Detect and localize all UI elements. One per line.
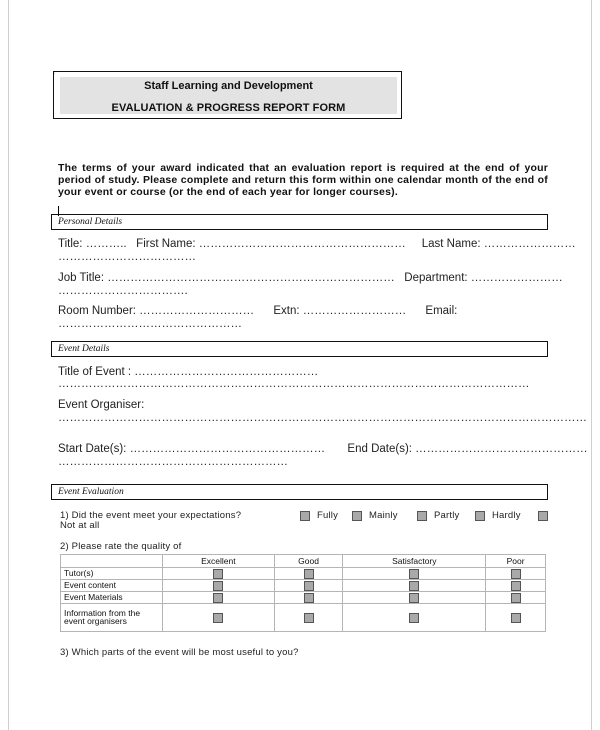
rating-checkbox[interactable]: [409, 593, 419, 603]
rating-row-materials: Event Materials: [61, 591, 163, 603]
option-mainly-label: Mainly: [369, 510, 398, 521]
corner-mark: ‘: [53, 71, 55, 80]
page-left-edge: [8, 0, 9, 730]
checkbox-fully[interactable]: [300, 511, 310, 521]
rating-col-satisfactory: Satisfactory: [343, 555, 486, 568]
form-title-box: [53, 71, 402, 119]
rating-cell: [486, 580, 546, 592]
question-3: 3) Which parts of the event will be most useful to you?: [60, 647, 299, 658]
job-department-continuation[interactable]: …………………………….: [58, 285, 188, 297]
checkbox-not-at-all[interactable]: [538, 511, 548, 521]
rating-checkbox[interactable]: [304, 581, 314, 591]
rating-cell: [163, 568, 275, 580]
rating-col-good: Good: [274, 555, 343, 568]
table-row: [61, 580, 546, 592]
option-fully-label: Fully: [317, 510, 339, 521]
event-dates-continuation[interactable]: ……………………………………………………: [58, 456, 288, 468]
question-1: 1) Did the event meet your expectations?: [60, 510, 242, 521]
rating-row-tutors: Tutor(s): [61, 568, 163, 580]
table-row: [61, 591, 546, 603]
table-row: [61, 568, 546, 580]
rating-table: [60, 554, 546, 632]
form-title: EVALUATION & PROGRESS REPORT FORM: [111, 102, 346, 114]
rating-cell: [163, 603, 275, 631]
rating-header-row: [61, 555, 546, 568]
checkbox-partly[interactable]: [417, 511, 427, 521]
rating-cell: [274, 568, 343, 580]
checkbox-hardly[interactable]: [475, 511, 485, 521]
question-2: 2) Please rate the quality of: [60, 541, 182, 552]
intro-paragraph: The terms of your award indicated that an evaluation report is required at the end of your period of study. Please complete and return this form within one calendar month of the end of your event or course (or the end of each year for longer courses).: [58, 162, 548, 198]
option-hardly-label: Hardly: [492, 510, 521, 521]
name-fields-continuation[interactable]: ………………………………: [58, 251, 196, 263]
form-department: Staff Learning and Development: [144, 80, 313, 92]
checkbox-mainly[interactable]: [352, 511, 362, 521]
job-department-line[interactable]: Job Title: ………………………………………………………………… Department: ……………………: [58, 272, 563, 284]
contact-line[interactable]: Room Number: ………………………… Extn: ……………………… Email:: [58, 305, 458, 317]
event-title-line[interactable]: Title of Event : …………………………………………: [58, 366, 319, 378]
rating-checkbox[interactable]: [304, 569, 314, 579]
page-right-edge: [591, 0, 592, 730]
rating-cell: [274, 580, 343, 592]
rating-checkbox[interactable]: [511, 613, 521, 623]
rating-row-content: Event content: [61, 580, 163, 592]
rating-checkbox[interactable]: [213, 581, 223, 591]
rating-col-poor: Poor: [486, 555, 546, 568]
rating-checkbox[interactable]: [409, 569, 419, 579]
name-fields-line[interactable]: Title: ……….. First Name: ……………………………………………… Last Name: ……………………: [58, 238, 576, 250]
rating-cell: [343, 580, 486, 592]
rating-checkbox[interactable]: [511, 569, 521, 579]
rating-col-excellent: Excellent: [163, 555, 275, 568]
rating-checkbox[interactable]: [213, 613, 223, 623]
rating-cell: [274, 603, 343, 631]
event-organiser-field[interactable]: …………………………………………………………………………………………………………………………: [58, 412, 587, 424]
rating-checkbox[interactable]: [213, 593, 223, 603]
rating-checkbox[interactable]: [511, 581, 521, 591]
rating-cell: [486, 591, 546, 603]
rating-cell: [343, 568, 486, 580]
rating-cell: [486, 568, 546, 580]
event-title-continuation[interactable]: ……………………………………………………………………………………………………………: [58, 378, 530, 390]
contact-continuation[interactable]: …………………………………………: [58, 318, 242, 330]
rating-checkbox[interactable]: [409, 613, 419, 623]
event-dates-line[interactable]: Start Date(s): …………………………………………… End Date(s): ………………………………………: [58, 443, 588, 455]
section-event-details: Event Details: [51, 341, 548, 357]
rating-checkbox[interactable]: [213, 569, 223, 579]
rating-cell: [163, 580, 275, 592]
rating-checkbox[interactable]: [409, 581, 419, 591]
rating-row-information: Information from the event organisers: [61, 603, 163, 631]
rating-cell: [274, 591, 343, 603]
rating-cell: [486, 603, 546, 631]
section-event-evaluation: Event Evaluation: [51, 484, 548, 500]
rating-checkbox[interactable]: [304, 593, 314, 603]
form-title-shading: [60, 77, 397, 114]
rating-cell: [163, 591, 275, 603]
rating-checkbox[interactable]: [304, 613, 314, 623]
section-personal-details: Personal Details: [51, 214, 548, 230]
table-row: [61, 603, 546, 631]
option-partly-label: Partly: [434, 510, 460, 521]
option-not-at-all-label: Not at all: [60, 520, 100, 531]
rating-checkbox[interactable]: [511, 593, 521, 603]
event-organiser-label: Event Organiser:: [58, 399, 145, 411]
rating-cell: [343, 603, 486, 631]
rating-corner-cell: [61, 555, 163, 568]
rating-cell: [343, 591, 486, 603]
